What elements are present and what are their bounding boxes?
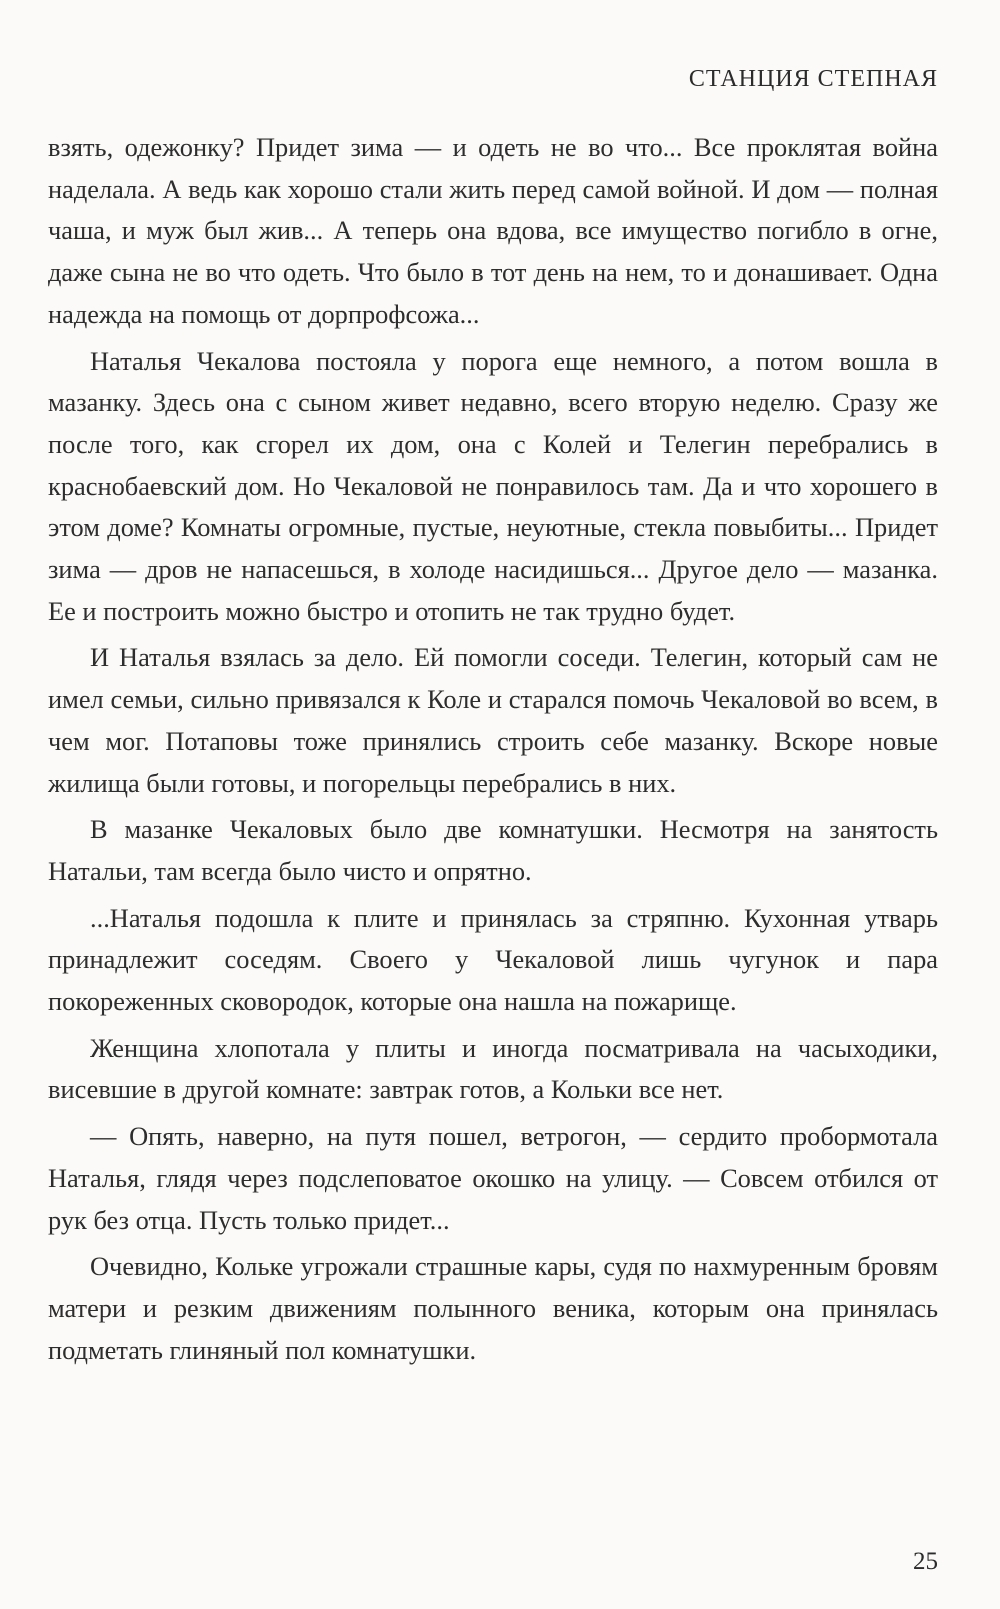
page-number: 25 — [913, 1548, 938, 1575]
paragraph-4: В мазанке Чекаловых было две комнатушки. Несмотря на занятость Натальи, там всегда было чисто и опрятно. — [48, 814, 938, 886]
paragraph-8: Очевидно, Кольке угрожали страшные кары, судя по нахмуренным бровям матери и резким движениям полынного веника, которым она принялась подметать глиняный пол комнатушки. — [48, 1251, 938, 1365]
body-text — [48, 127, 938, 1376]
paragraph-3: И Наталья взялась за дело. Ей помогли соседи. Телегин, который сам не имел семьи, сильно привязался к Коле и старался помочь Чекаловой во всем, в чем мог. Потаповы тоже принялись строить себе мазанку. Вскоре новые жилища были готовы, и погорельцы перебрались в них. — [48, 642, 938, 798]
running-head: СТАНЦИЯ СТЕПНАЯ — [688, 66, 938, 92]
paragraph-7: — Опять, наверно, на путя пошел, ветрогон, — сердито пробормотала Наталья, глядя через подслеповатое окошко на улицу. — Совсем отбился от рук без отца. Пусть только придет... — [48, 1121, 938, 1235]
paragraph-2: Наталья Чекалова постояла у порога еще немного, а потом вошла в мазанку. Здесь она с сыном живет недавно, всего вторую неделю. Сразу же после того, как сгорел их дом, она с Колей и Телегин перебрались в краснобаевский дом. Но Чекаловой не понравилось там. Да и что хорошего в этом доме? Комнаты огромные, пустые, неуютные, стекла повыбиты... Придет зима — дров не напасешься, в холоде насидишься... Другое дело — мазанка. Ее и построить можно быстро и отопить не так трудно будет. — [48, 345, 938, 626]
paragraph-1: взять, одежонку? Придет зима — и одеть не во что... Все проклятая война наделала. А ведь как хорошо стали жить перед самой войной. И дом — полная чаша, и муж был жив... А теперь она вдова, все имущество погибло в огне, даже сына не во что одеть. Что было в тот день на нем, то и донашивает. Одна надежда на помощь от дорпрофсожа... — [48, 132, 938, 329]
paragraph-6: Женщина хлопотала у плиты и иногда посматривала на часыходики, висевшие в другой комнате: завтрак готов, а Кольки все нет. — [48, 1032, 938, 1105]
paragraph-5: ...Наталья подошла к плите и принялась за стряпню. Кухонная утварь принадлежит соседям. Своего у Чекаловой лишь чугунок и пара покореженных сковородок, которые она нашла на пожарище. — [48, 902, 938, 1017]
